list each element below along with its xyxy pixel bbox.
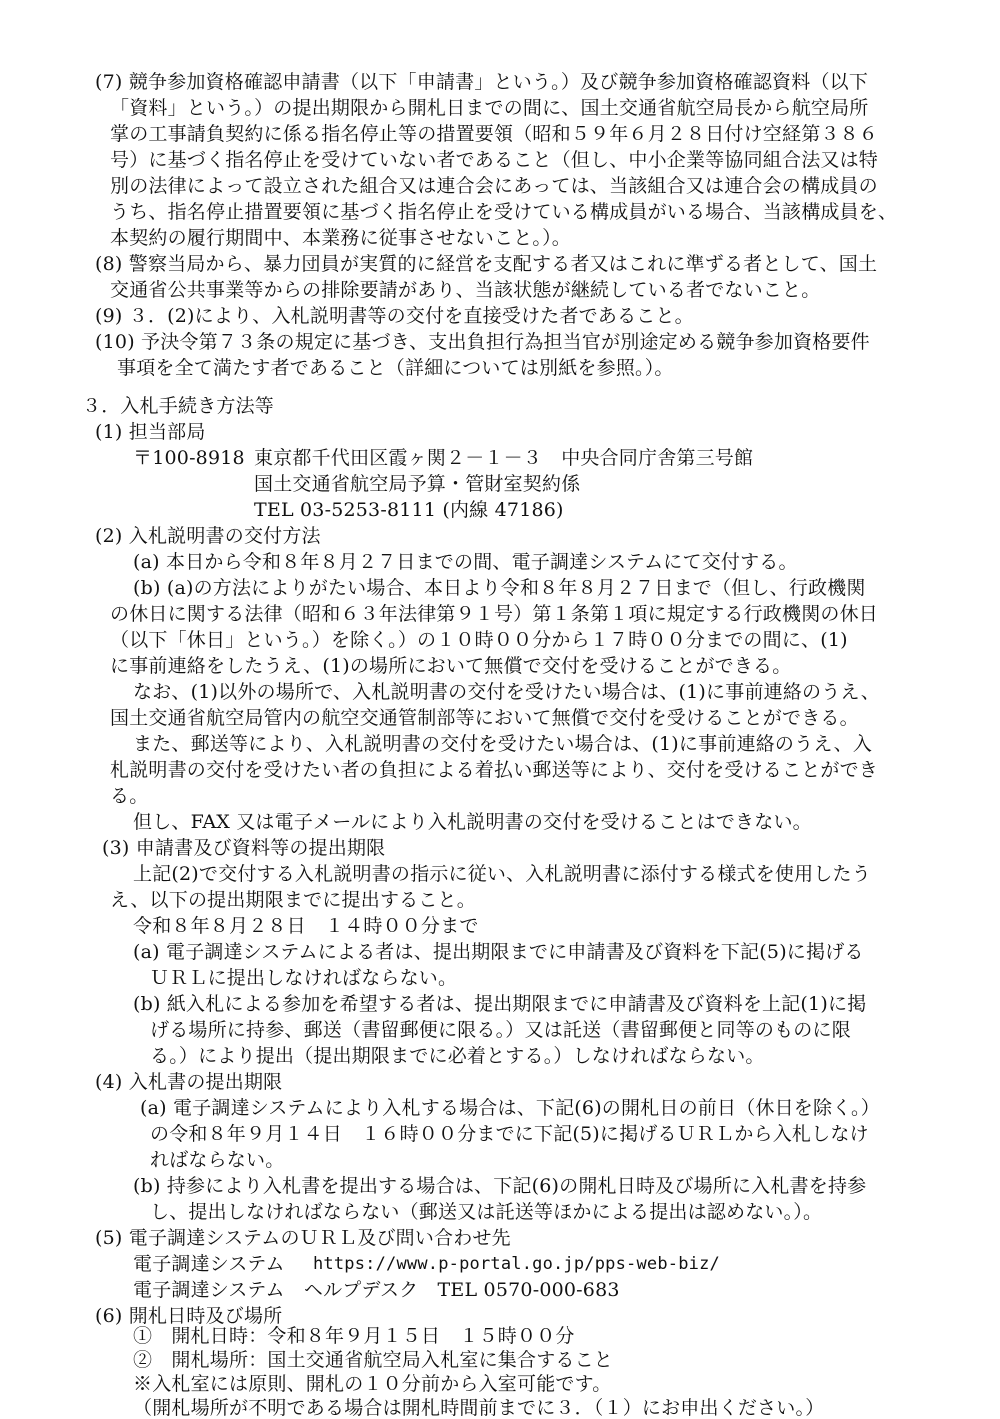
system-label: 電子調達システム bbox=[133, 1253, 285, 1275]
req7-line-5: 別の法律によって設立された組合又は連合会にあっては、当該組合又は連合会の構成員の bbox=[110, 175, 878, 197]
req7-line-1: (7) 競争参加資格確認申請書（以下「申請書」という。）及び競争参加資格確認資料（以下 bbox=[95, 71, 869, 93]
req7-line-7: 本契約の履行期間中、本業務に従事させないこと。）。 bbox=[110, 227, 572, 249]
system-url: https://www.p-portal.go.jp/pps-web-biz/ bbox=[313, 1254, 720, 1274]
s4-heading: (4) 入札書の提出期限 bbox=[95, 1071, 283, 1093]
s3-line-2: え、以下の提出期限までに提出すること。 bbox=[110, 889, 476, 911]
postal-code: 〒100-8918 bbox=[133, 447, 245, 469]
req8-line-1: (8) 警察当局から、暴力団員が実質的に経営を支配する者又はこれに準ずる者として、国土 bbox=[95, 253, 878, 275]
req10-line-2: 事項を全て満たす者であること（詳細については別紙を参照。）。 bbox=[117, 357, 674, 379]
s3-heading: (3) 申請書及び資料等の提出期限 bbox=[102, 837, 386, 859]
req7-line-3: 掌の工事請負契約に係る指名停止等の措置要領（昭和５９年６月２８日付け空経第３８６ bbox=[110, 123, 879, 145]
s5-heading: (5) 電子調達システムのＵＲＬ及び問い合わせ先 bbox=[95, 1227, 511, 1249]
s3-deadline: 令和８年８月２８日 １４時００分まで bbox=[133, 915, 479, 937]
s4-line-a3: ればならない。 bbox=[150, 1149, 285, 1171]
s3-line-b3: る。）により提出（提出期限までに必着とする。）しなければならない。 bbox=[150, 1045, 765, 1067]
opening-place: ② 開札場所：国土交通省航空局入札室に集合すること bbox=[133, 1349, 614, 1371]
s3-line-b2: げる場所に持参、郵送（書留郵便に限る。）又は託送（書留郵便と同等のものに限 bbox=[150, 1019, 851, 1041]
req7-line-2: 「資料」という。）の提出期限から開札日までの間に、国土交通省航空局長から航空局所 bbox=[110, 97, 869, 119]
s3-line-a2: ＵＲＬに提出しなければならない。 bbox=[150, 967, 458, 989]
s4-line-b2: し、提出しなければならない（郵送又は託送等ほかによる提出は認めない。）。 bbox=[150, 1201, 823, 1223]
s2-line-4: （以下「休日」という。）を除く。）の１０時００分から１７時００分までの間に、(1) bbox=[110, 629, 848, 651]
req7-line-4: 号）に基づく指名停止を受けていない者であること（但し、中小企業等協同組合法又は特 bbox=[110, 149, 879, 171]
s2-line-1: (a) 本日から令和８年８月２７日までの間、電子調達システムにて交付する。 bbox=[133, 551, 798, 573]
inquiry-note: （開札場所が不明である場合は開札時間前までに３．（１）にお申出ください。） bbox=[133, 1397, 825, 1419]
req8-line-2: 交通省公共事業等からの排除要請があり、当該状態が継続している者でないこと。 bbox=[110, 279, 821, 301]
s4-line-a2: の令和８年９月１４日 １６時００分までに下記(5)に掲げるＵＲＬから入札しなけ bbox=[150, 1123, 869, 1145]
s2-line-6: なお、(1)以外の場所で、入札説明書の交付を受けたい場合は、(1)に事前連絡のうえ、 bbox=[133, 681, 880, 703]
s2-line-10: る。 bbox=[110, 785, 149, 807]
req10-line-1: (10) 予決令第７３条の規定に基づき、支出負担行為担当官が別途定める競争参加資格要件 bbox=[95, 331, 870, 353]
s2-heading: (2) 入札説明書の交付方法 bbox=[95, 525, 321, 547]
s2-line-11: 但し、FAX 又は電子メールにより入札説明書の交付を受けることはできない。 bbox=[133, 811, 812, 833]
s2-line-7: 国土交通省航空局管内の航空交通管制部等において無償で交付を受けることができる。 bbox=[110, 707, 859, 729]
s3-line-1: 上記(2)で交付する入札説明書の指示に従い、入札説明書に添付する様式を使用したう bbox=[133, 863, 871, 885]
s3-line-b1: (b) 紙入札による参加を希望する者は、提出期限までに申請書及び資料を上記(1)に掲 bbox=[133, 993, 867, 1015]
s2-line-3: の休日に関する法律（昭和６３年法律第９１号）第１条第１項に規定する行政機関の休日 bbox=[110, 603, 879, 625]
req7-line-6: うち、指名停止措置要領に基づく指名停止を受けている構成員がいる場合、当該構成員を、 bbox=[110, 201, 898, 223]
s2-line-9: 札説明書の交付を受けたい者の負担による着払い郵送等により、交付を受けることができ bbox=[110, 759, 879, 781]
office-tel: TEL 03-5253-8111 (内線 47186) bbox=[254, 499, 564, 521]
s1-heading: (1) 担当部局 bbox=[95, 421, 206, 443]
address: 東京都千代田区霞ヶ関２－１－３ 中央合同庁舎第三号館 bbox=[254, 447, 754, 469]
helpdesk-line: 電子調達システム ヘルプデスク TEL 0570-000-683 bbox=[133, 1279, 620, 1301]
s2-line-8: また、郵送等により、入札説明書の交付を受けたい場合は、(1)に事前連絡のうえ、入 bbox=[133, 733, 873, 755]
req9-line-1: (9) ３．(2)により、入札説明書等の交付を直接受けた者であること。 bbox=[95, 305, 694, 327]
s4-line-a1: (a) 電子調達システムにより入札する場合は、下記(6)の開札日の前日（休日を除く。） bbox=[140, 1097, 880, 1119]
s6-heading: (6) 開札日時及び場所 bbox=[95, 1305, 283, 1327]
s4-line-b1: (b) 持参により入札書を提出する場合は、下記(6)の開札日時及び場所に入札書を持参 bbox=[133, 1175, 867, 1197]
section-heading: ３．入札手続き方法等 bbox=[82, 395, 275, 417]
s2-line-5: に事前連絡をしたうえ、(1)の場所において無償で交付を受けることができる。 bbox=[110, 655, 792, 677]
opening-datetime: ① 開札日時：令和８年９月１５日 １５時００分 bbox=[133, 1325, 575, 1347]
office-name: 国土交通省航空局予算・管財室契約係 bbox=[254, 473, 581, 495]
s2-line-2: (b) (a)の方法によりがたい場合、本日より令和８年８月２７日まで（但し、行政機関 bbox=[133, 577, 866, 599]
entry-note: ※入札室には原則、開札の１０分前から入室可能です。 bbox=[133, 1373, 612, 1395]
s3-line-a1: (a) 電子調達システムによる者は、提出期限までに申請書及び資料を下記(5)に掲げる bbox=[133, 941, 864, 963]
